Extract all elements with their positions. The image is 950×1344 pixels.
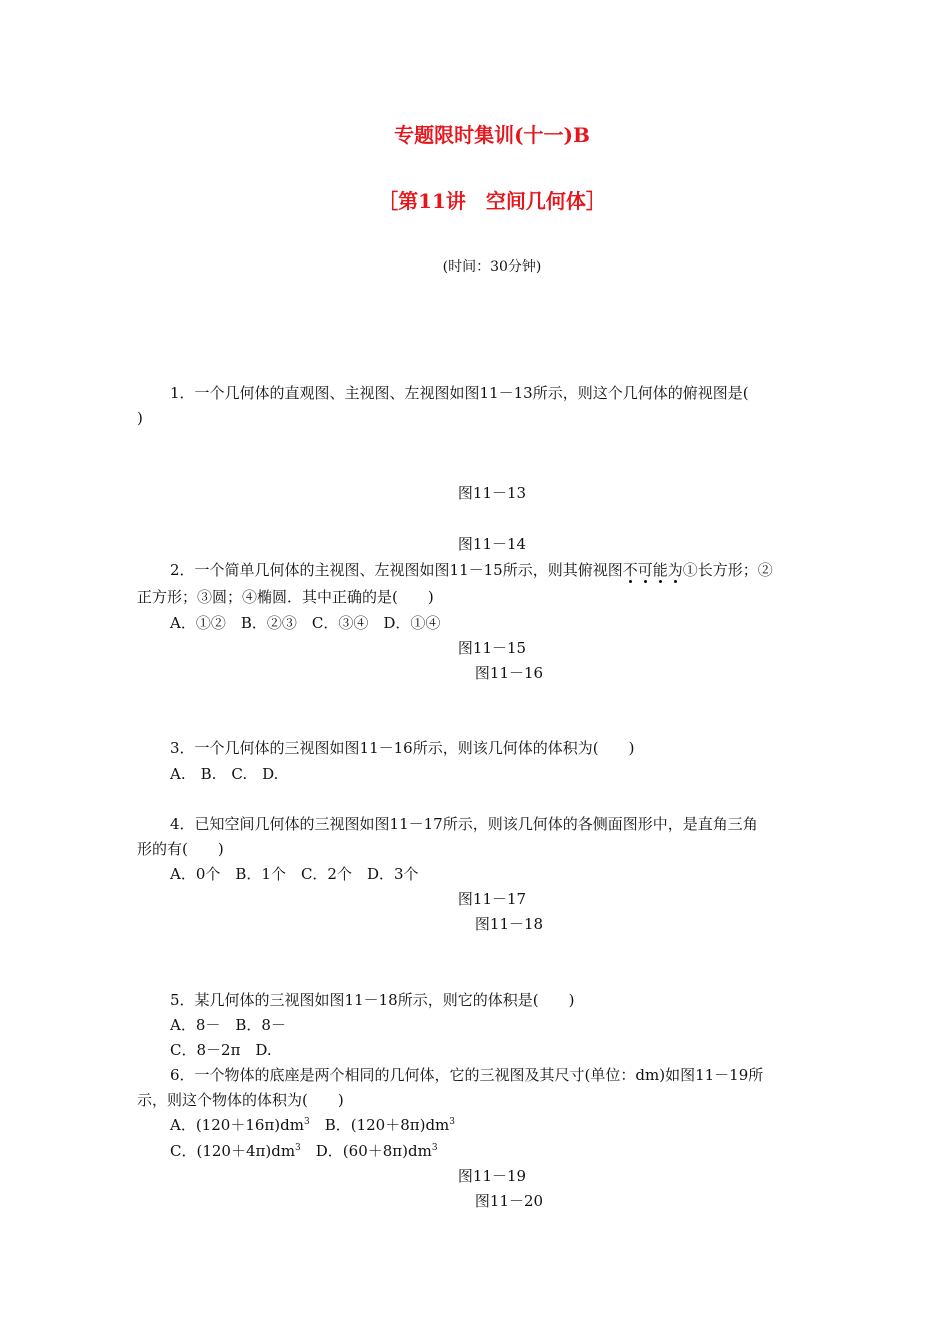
figure-caption-11-18: 图11－18 (474, 915, 544, 933)
q2-options: A．①② B．②③ C．③④ D．①④ (170, 614, 441, 632)
q6-text-line1: 6．一个物体的底座是两个相同的几何体，它的三视图及其尺寸(单位：dm)如图11－19所 (170, 1066, 764, 1084)
time-limit: (时间：30分钟) (442, 259, 542, 275)
figure-caption-11-13: 图11－13 (457, 484, 527, 502)
q3-text-line1: 3．一个几何体的三视图如图11－16所示，则该几何体的体积为( ) (170, 739, 635, 757)
cubic-exponent: 3 (303, 1117, 310, 1127)
q4-text-line2: 形的有( ) (137, 840, 224, 858)
q2-text-line2: 正方形；③圆；④椭圆．其中正确的是( ) (137, 588, 434, 606)
q6-option-a: A．(120＋16π)dm (170, 1116, 304, 1134)
q6-option-d: D．(60＋8π)dm (300, 1142, 432, 1160)
emphasis-char: 能 (652, 561, 668, 579)
cubic-exponent: 3 (449, 1117, 456, 1127)
figure-caption-11-20: 图11－20 (474, 1192, 544, 1210)
emphasis-char: 不 (622, 561, 638, 579)
lecture-subtitle: ［第11讲 空间几何体］ (378, 189, 606, 213)
figure-caption-11-15: 图11－15 (457, 639, 527, 657)
figure-caption-11-17: 图11－17 (457, 890, 527, 908)
q4-text-line1: 4．已知空间几何体的三视图如图11－17所示，则该几何体的各侧面图形中，是直角三角 (170, 815, 758, 833)
figure-caption-11-19: 图11－19 (457, 1167, 527, 1185)
q1-text-line1: 1．一个几何体的直观图、主视图、左视图如图11－13所示，则这个几何体的俯视图是( (170, 384, 749, 402)
q2-text-post: ①长方形；② (682, 561, 773, 579)
q4-options: A．0个 B．1个 C．2个 D．3个 (170, 865, 419, 883)
q5-options-cd: C．8－2π D. (170, 1041, 272, 1059)
figure-caption-11-16: 图11－16 (474, 664, 544, 682)
figure-caption-11-14: 图11－14 (457, 535, 527, 553)
q5-options-ab: A．8－ B．8－ (170, 1016, 286, 1034)
emphasis-char: 为 (667, 561, 683, 579)
q6-text-line2: 示，则这个物体的体积为( ) (137, 1091, 344, 1109)
q3-options: A. B. C. D. (170, 765, 279, 783)
cubic-exponent: 3 (431, 1143, 438, 1153)
emphasis-char: 可 (637, 561, 653, 579)
q2-text-line1 (170, 560, 773, 580)
q6-options-ab (170, 1115, 455, 1135)
q6-option-b: B．(120＋8π)dm (309, 1116, 450, 1134)
q1-text-line2: ) (137, 409, 143, 427)
page-title: 专题限时集训(十一)B (394, 123, 590, 147)
q6-options-cd (170, 1141, 438, 1161)
q6-option-c: C．(120＋4π)dm (170, 1142, 296, 1160)
q5-text-line1: 5．某几何体的三视图如图11－18所示，则它的体积是( ) (170, 991, 575, 1009)
q2-text-pre: 2．一个简单几何体的主视图、左视图如图11－15所示，则其俯视图 (170, 561, 623, 579)
cubic-exponent: 3 (295, 1143, 301, 1153)
